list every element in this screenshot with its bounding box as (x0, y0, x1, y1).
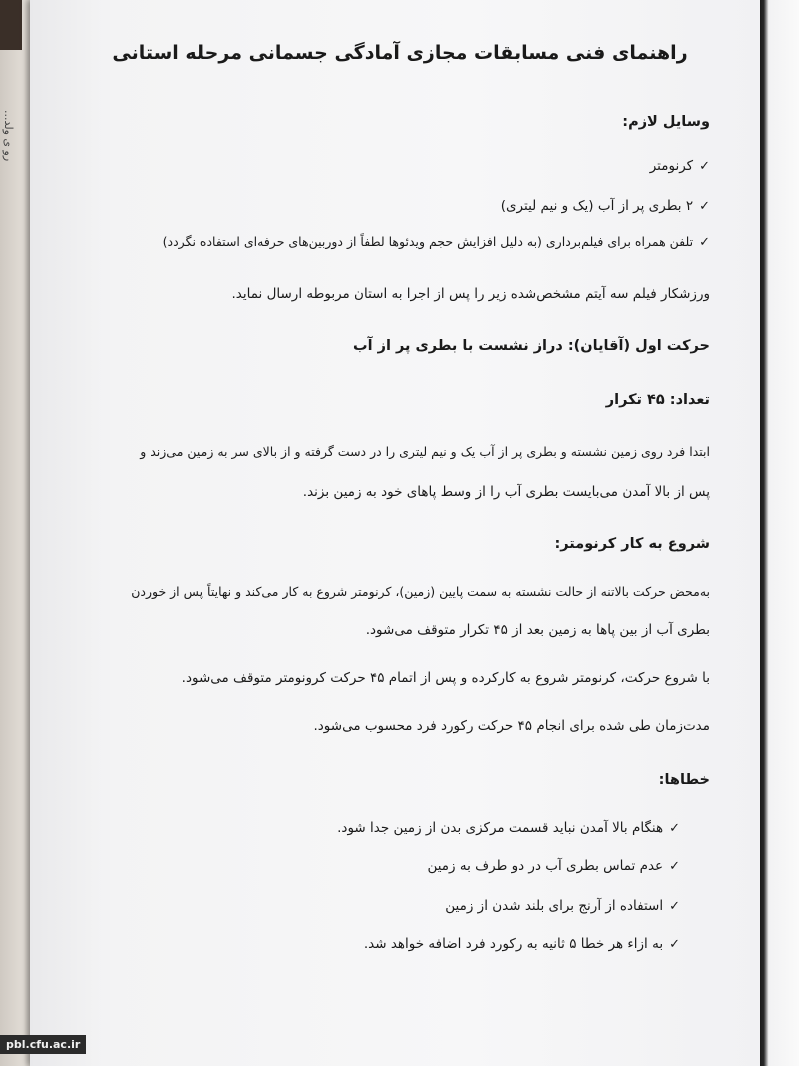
document-title: راهنمای فنی مسابقات مجازی آمادگی جسمانی مرحله استانی (112, 42, 688, 64)
underlying-page-edge-text: ...رو ی ولد (2, 110, 15, 162)
checkmark-icon: ✓ (669, 937, 680, 952)
equipment-heading: وسایل لازم: (622, 114, 710, 130)
checkmark-icon: ✓ (699, 235, 710, 250)
checkmark-icon: ✓ (669, 899, 680, 914)
stopwatch-heading: شروع به کار کرنومتر: (554, 536, 710, 552)
error-item: ✓عدم تماس بطری آب در دو طرف به زمین (427, 858, 680, 874)
equipment-item: ✓۲ بطری پر از آب (یک و نیم لیتری) (500, 198, 710, 214)
checkmark-icon: ✓ (699, 199, 710, 214)
sheet-right-edge (760, 0, 799, 1066)
error-item: ✓به ازاء هر خطا ۵ ثانیه به رکورد فرد اضافه خواهد شد. (363, 936, 680, 952)
error-item: ✓استفاده از آرنج برای بلند شدن از زمین (445, 898, 680, 914)
dark-strip (0, 0, 22, 50)
description-line: پس از بالا آمدن می‌بایست بطری آب را از وسط پاهای خود به زمین بزند. (302, 484, 710, 500)
intro-text: ورزشکار فیلم سه آیتم مشخص‌شده زیر را پس از اجرا به استان مربوطه ارسال نماید. (231, 286, 710, 302)
stopwatch-line: با شروع حرکت، کرنومتر شروع به کارکرده و پس از اتمام ۴۵ حرکت کرونومتر متوقف می‌شود. (181, 670, 710, 686)
stopwatch-line: مدت‌زمان طی شده برای انجام ۴۵ حرکت رکورد فرد محسوب می‌شود. (313, 718, 710, 734)
site-watermark: pbl.cfu.ac.ir (0, 1035, 86, 1054)
stopwatch-line: بطری آب از بین پاها به زمین بعد از ۴۵ تکرار متوقف می‌شود. (365, 622, 710, 638)
checkmark-icon: ✓ (669, 821, 680, 836)
equipment-item: ✓تلفن همراه برای فیلم‌برداری (به دلیل افزایش حجم ویدئوها لطفاً از دوربین‌های حرفه‌ای استفاده نگردد) (162, 234, 710, 250)
error-item: ✓هنگام بالا آمدن نباید قسمت مرکزی بدن از زمین جدا شود. (337, 820, 680, 836)
stopwatch-line: به‌محض حرکت بالاتنه از حالت نشسته به سمت پایین (زمین)، کرنومتر شروع به کار می‌کند و نهایتاً پس از خوردن (131, 584, 710, 599)
count-heading: تعداد: ۴۵ تکرار (605, 392, 710, 408)
errors-heading: خطاها: (658, 772, 710, 788)
movement-heading: حرکت اول (آقایان): دراز نشست با بطری پر از آب (353, 338, 710, 354)
equipment-item: ✓کرنومتر (649, 158, 710, 174)
description-line: ابتدا فرد روی زمین نشسته و بطری پر از آب یک و نیم لیتری را در دست گرفته و از بالای سر به زمین می‌زند و (140, 444, 710, 459)
checkmark-icon: ✓ (669, 859, 680, 874)
checkmark-icon: ✓ (699, 159, 710, 174)
